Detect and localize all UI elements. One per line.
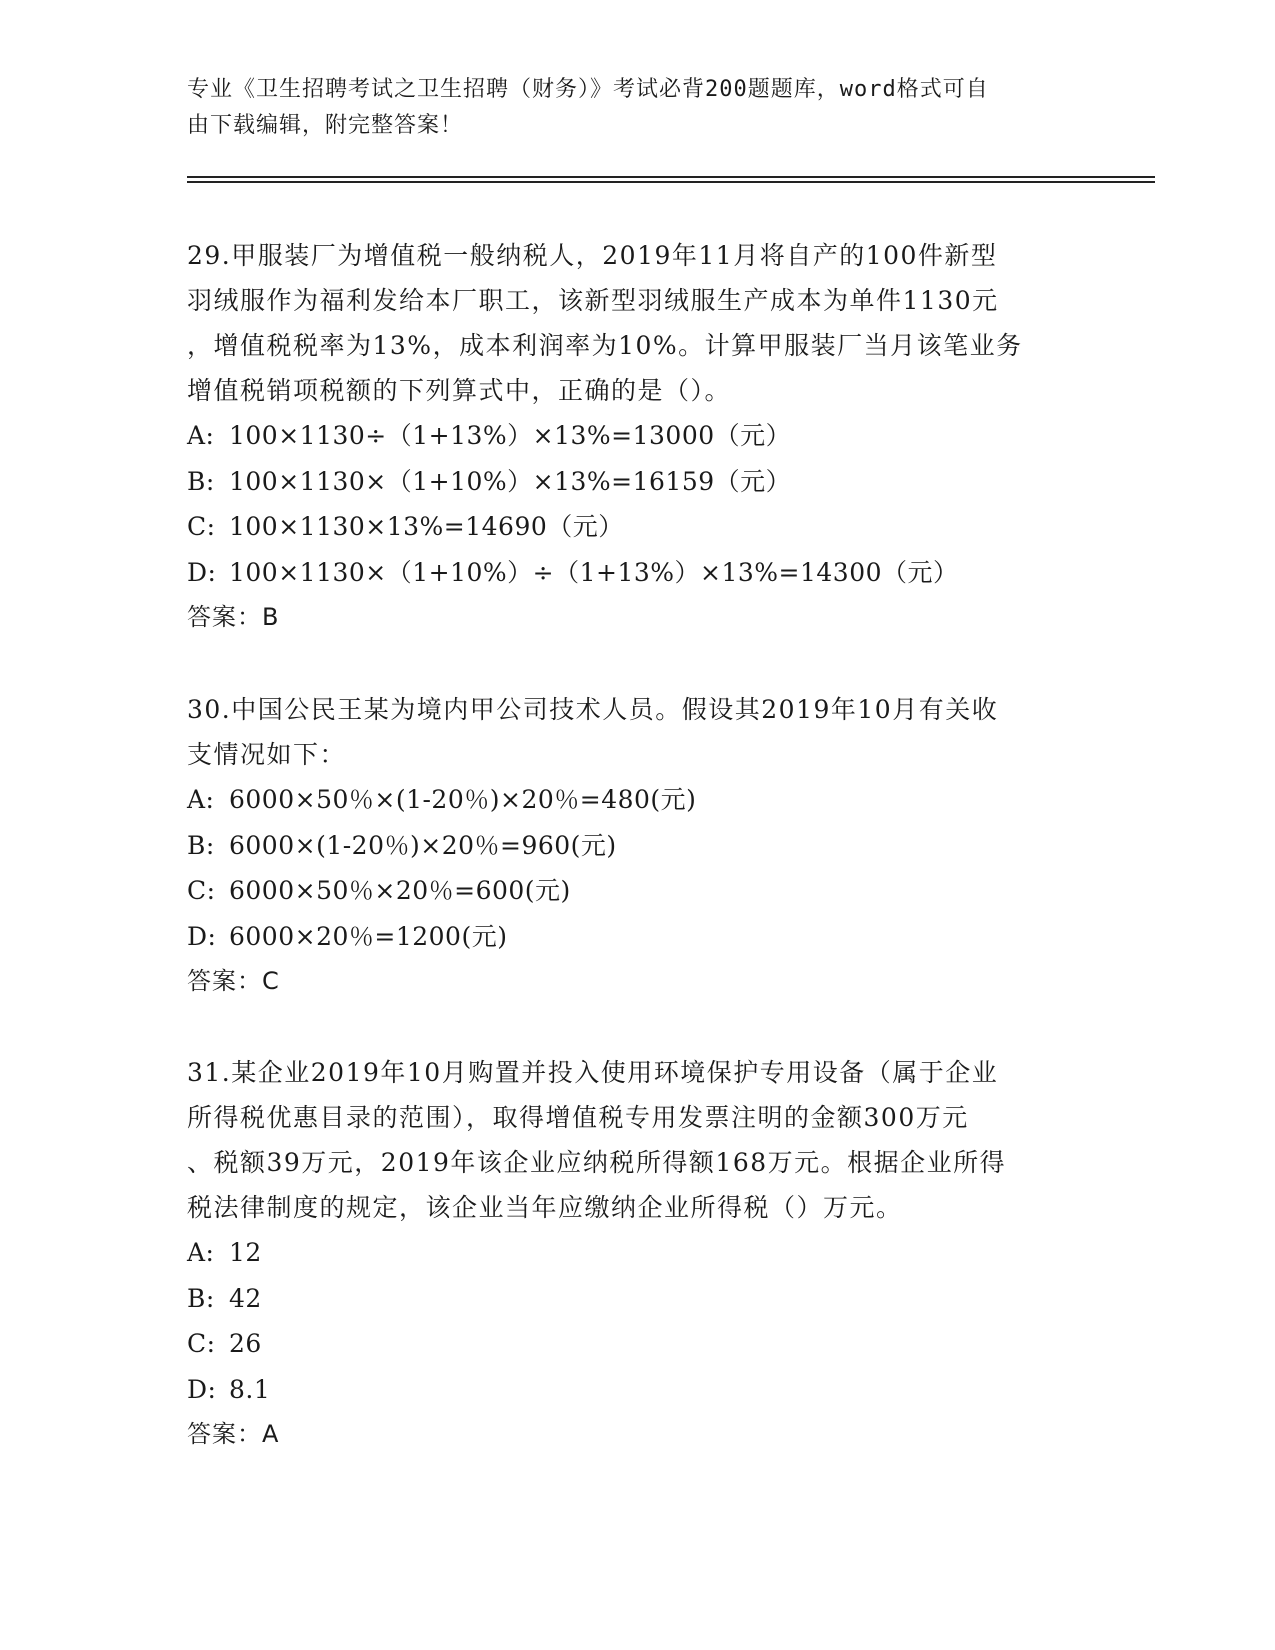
option-text: 6000×50％×(1-20％)×20％=480(元)	[229, 785, 697, 814]
document-header	[187, 72, 1087, 144]
option-label: D:	[187, 1374, 217, 1404]
option-d	[187, 1367, 1087, 1413]
option-label: D:	[187, 557, 217, 587]
stem-line: 、税额39万元，2019年该企业应纳税所得额168万元。根据企业所得	[187, 1148, 1007, 1177]
option-d	[187, 550, 1087, 596]
option-text: 100×1130×13%=14690（元）	[229, 512, 624, 541]
stem-line: 所得税优惠目录的范围），取得增值税专用发票注明的金额300万元	[187, 1103, 969, 1132]
option-b	[187, 823, 1087, 869]
stem-line: 29.甲服装厂为增值税一般纳税人，2019年11月将自产的100件新型	[187, 241, 998, 270]
header-line-2: 由下载编辑，附完整答案！	[187, 113, 464, 138]
option-text: 6000×20％=1200(元)	[229, 921, 508, 951]
option-label: A:	[187, 421, 215, 450]
question-30	[187, 687, 1087, 1004]
stem-line: 31.某企业2019年10月购置并投入使用环境保护专用设备（属于企业	[187, 1058, 999, 1087]
answer-line: 答案：A	[187, 1420, 280, 1448]
answer-line: 答案：B	[187, 603, 280, 631]
answer-line: 答案：C	[187, 967, 280, 995]
question-stem	[187, 233, 1087, 413]
option-label: B:	[187, 1283, 215, 1313]
option-d	[187, 914, 1087, 960]
option-label: B:	[187, 830, 215, 860]
header-divider-bottom	[187, 181, 1155, 183]
stem-line: 增值税销项税额的下列算式中，正确的是（）。	[187, 376, 732, 405]
option-text: 8.1	[229, 1374, 271, 1404]
stem-line: 支情况如下：	[187, 740, 347, 769]
option-b	[187, 1276, 1087, 1322]
stem-line: 羽绒服作为福利发给本厂职工，该新型羽绒服生产成本为单件1130元	[187, 286, 999, 315]
option-label: C:	[187, 1329, 216, 1358]
option-label: D:	[187, 921, 217, 951]
question-31	[187, 1050, 1087, 1457]
option-text: 42	[229, 1283, 262, 1313]
option-label: A:	[187, 1238, 215, 1267]
option-text: 100×1130×（1+10%）÷（1+13%）×13%=14300（元）	[229, 557, 959, 587]
option-text: 26	[229, 1329, 262, 1358]
option-a	[187, 413, 1087, 459]
header-divider-top	[187, 176, 1155, 178]
stem-line: 30.中国公民王某为境内甲公司技术人员。假设其2019年10月有关收	[187, 695, 999, 724]
option-c	[187, 868, 1087, 914]
option-c	[187, 504, 1087, 550]
option-c	[187, 1321, 1087, 1367]
option-a	[187, 777, 1087, 823]
option-text: 6000×50％×20％=600(元)	[229, 876, 571, 905]
header-line-1: 专业《卫生招聘考试之卫生招聘（财务）》考试必背200题题库，word格式可自	[187, 77, 989, 102]
option-label: B:	[187, 466, 215, 496]
option-label: A:	[187, 785, 215, 814]
stem-line: ，增值税税率为13%，成本利润率为10%。计算甲服装厂当月该笔业务	[187, 331, 1023, 360]
option-text: 100×1130÷（1+13%）×13%=13000（元）	[229, 421, 792, 450]
question-stem	[187, 1050, 1087, 1230]
option-b	[187, 459, 1087, 505]
option-a	[187, 1230, 1087, 1276]
option-text: 6000×(1-20％)×20％=960(元)	[229, 830, 617, 860]
stem-line: 税法律制度的规定，该企业当年应缴纳企业所得税（）万元。	[187, 1193, 903, 1222]
question-29	[187, 233, 1087, 640]
question-stem	[187, 687, 1087, 777]
option-label: C:	[187, 512, 216, 541]
option-label: C:	[187, 876, 216, 905]
option-text: 12	[229, 1238, 262, 1267]
option-text: 100×1130×（1+10%）×13%=16159（元）	[229, 466, 792, 496]
